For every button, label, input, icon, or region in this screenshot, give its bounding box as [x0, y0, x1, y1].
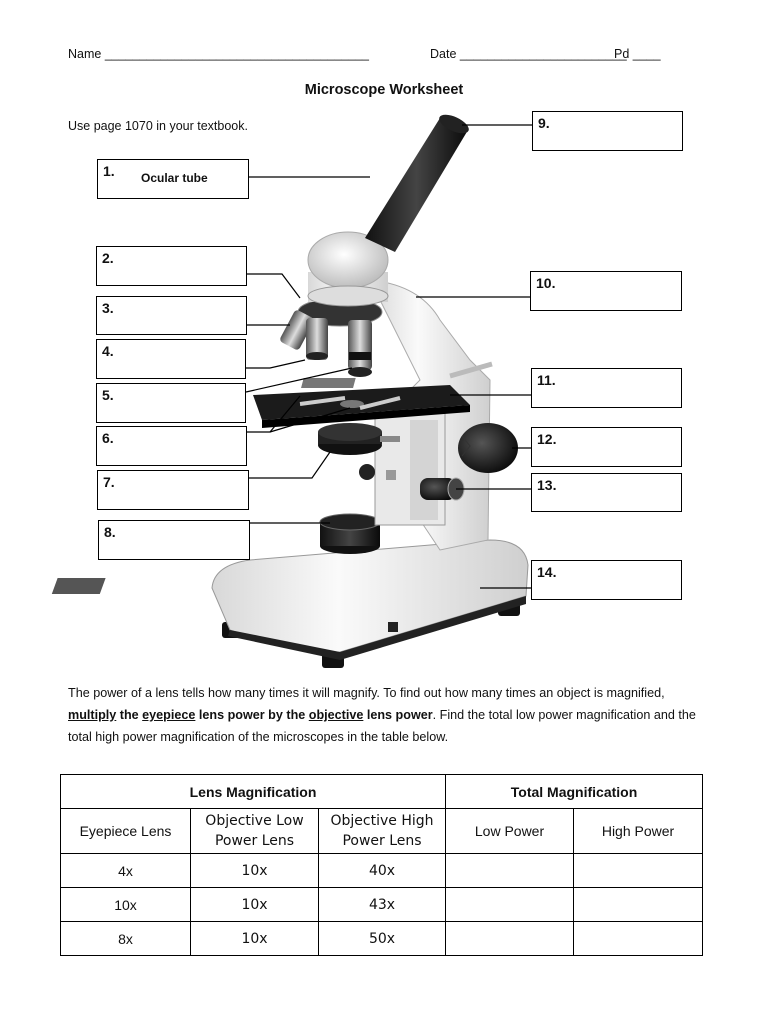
- table-cell-input[interactable]: [574, 922, 703, 956]
- label-number: 4.: [102, 343, 114, 359]
- label-number: 14.: [537, 564, 557, 580]
- table-cell: 10x: [191, 888, 319, 922]
- table-cell-input[interactable]: [446, 888, 574, 922]
- table-cell: 40x: [319, 854, 446, 888]
- magnification-table: [60, 774, 703, 956]
- label-number: 7.: [103, 474, 115, 490]
- table-cell: 10x: [191, 854, 319, 888]
- label-answer: Ocular tube: [141, 171, 208, 185]
- period-field[interactable]: Pd ____: [614, 47, 661, 61]
- instruction-text: Use page 1070 in your textbook.: [68, 119, 248, 133]
- table-cell-input[interactable]: [446, 922, 574, 956]
- label-number: 3.: [102, 300, 114, 316]
- label-number: 11.: [537, 372, 556, 388]
- label-number: 6.: [102, 430, 114, 446]
- table-row: [61, 854, 703, 888]
- column-header: Objective High Power Lens: [319, 809, 446, 854]
- label-box-10[interactable]: [530, 271, 682, 311]
- group-header-lens: Lens Magnification: [61, 775, 446, 809]
- label-number: 12.: [537, 431, 557, 447]
- table-cell: 43x: [319, 888, 446, 922]
- label-box-5[interactable]: [96, 383, 246, 423]
- table-cell: 50x: [319, 922, 446, 956]
- label-number: 2.: [102, 250, 114, 266]
- table-cell: 10x: [191, 922, 319, 956]
- label-box-7[interactable]: [97, 470, 249, 510]
- label-number: 9.: [538, 115, 550, 131]
- label-number: 1.: [103, 163, 115, 179]
- label-box-9[interactable]: [532, 111, 683, 151]
- label-box-3[interactable]: [96, 296, 247, 335]
- label-box-12[interactable]: [531, 427, 682, 467]
- label-box-8[interactable]: [98, 520, 250, 560]
- label-box-4[interactable]: [96, 339, 246, 379]
- label-box-14[interactable]: [531, 560, 682, 600]
- table-cell-input[interactable]: [446, 854, 574, 888]
- label-box-11[interactable]: [531, 368, 682, 408]
- instructions-paragraph: The power of a lens tells how many times it will magnify. To find out how many times an object is magnified, multiply the eyepiece lens power by the objective lens power. Find the total low power magnification and the total high power magnification of the microscopes in the table below.: [68, 686, 696, 744]
- label-number: 5.: [102, 387, 114, 403]
- label-box-13[interactable]: [531, 473, 682, 512]
- group-header-total: Total Magnification: [446, 775, 703, 809]
- column-header: High Power: [574, 809, 703, 854]
- table-row: [61, 922, 703, 956]
- table-cell: 8x: [61, 922, 191, 956]
- table-cell: 4x: [61, 854, 191, 888]
- table-cell-input[interactable]: [574, 888, 703, 922]
- column-header: Objective Low Power Lens: [191, 809, 319, 854]
- table-row: [61, 888, 703, 922]
- page-title: Microscope Worksheet: [304, 82, 464, 98]
- table-cell-input[interactable]: [574, 854, 703, 888]
- label-number: 13.: [537, 477, 557, 493]
- label-box-6[interactable]: [96, 426, 247, 466]
- column-header: Low Power: [446, 809, 574, 854]
- label-box-2[interactable]: [96, 246, 247, 286]
- label-number: 10.: [536, 275, 556, 291]
- column-header: Eyepiece Lens: [61, 809, 191, 854]
- label-box-1[interactable]: [97, 159, 249, 199]
- name-field[interactable]: Name ______________________________________: [68, 47, 369, 61]
- table-cell: 10x: [61, 888, 191, 922]
- label-number: 8.: [104, 524, 116, 540]
- date-field[interactable]: Date ________________________: [430, 47, 627, 61]
